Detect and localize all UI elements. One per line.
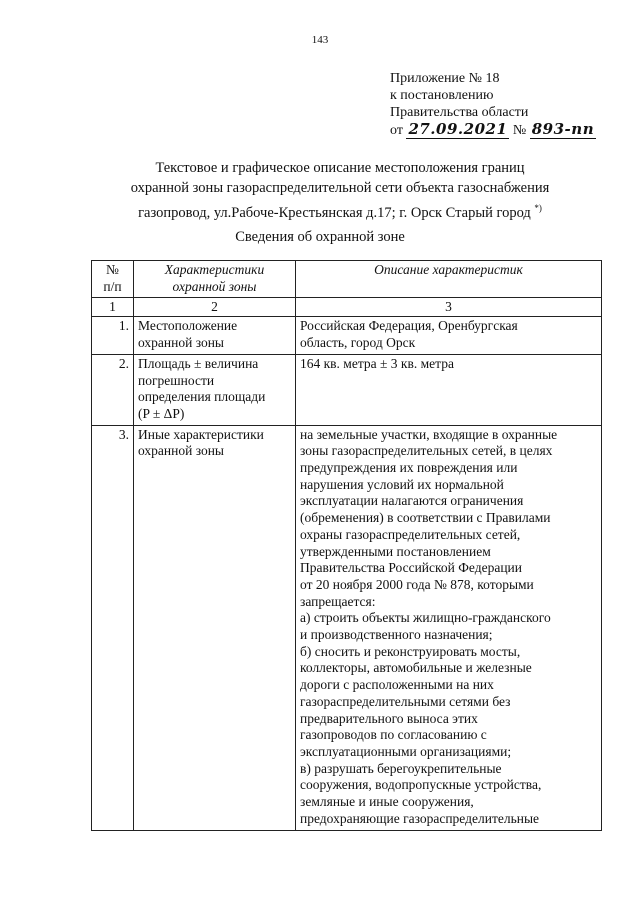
title-line-1: Текстовое и графическое описание местоположения границ — [155, 160, 525, 176]
title-line-3 — [40, 198, 640, 223]
description-line: нарушения условий их нормальной — [300, 476, 504, 492]
description-line: а) строить объекты жилищно-гражданского — [300, 610, 551, 626]
header-description — [296, 261, 602, 298]
description-line: газораспределительными сетями без — [300, 693, 511, 709]
description-line: земляные и иные сооружения, — [300, 794, 474, 810]
description-line: предупреждения их повреждения или — [300, 460, 518, 476]
header-description-text: Описание характеристик — [374, 262, 523, 277]
row-characteristic — [134, 317, 296, 354]
appendix-line-1: Приложение № 18 — [390, 71, 500, 86]
description-line: зоны газораспределительных сетей, в целях — [300, 443, 553, 459]
protection-zone-table — [91, 260, 602, 831]
characteristic-line: охранной зоны — [138, 443, 225, 459]
column-number-3: 3 — [296, 298, 602, 317]
description-line: Правительства Российской Федерации — [300, 560, 522, 576]
title-line-3-text: газопровод, ул.Рабоче-Крестьянская д.17; г. Орск Старый город — [138, 204, 531, 221]
description-line: коллекторы, автомобильные и железные — [300, 660, 532, 676]
header-characteristic-line-1: Характеристики — [164, 262, 265, 277]
characteristic-line: (P ± ΔP) — [138, 405, 185, 421]
description-line: б) сносить и реконструировать мосты, — [300, 643, 521, 659]
description-line: утвержденными постановлением — [300, 543, 491, 559]
handwritten-number: 893-пп — [531, 120, 595, 138]
description-line: дороги с расположенными на них — [300, 677, 494, 693]
row-description — [296, 317, 602, 354]
column-number-2: 2 — [134, 298, 296, 317]
table-row — [92, 317, 602, 354]
footnote-mark: *) — [534, 203, 542, 213]
description-line: эксплуатации налагаются ограничения — [300, 493, 524, 509]
description-line: и производственного назначения; — [300, 627, 493, 643]
description-line: на земельные участки, входящие в охранные — [300, 426, 558, 442]
row-description — [296, 425, 602, 830]
column-number-row — [92, 298, 602, 317]
header-characteristic — [134, 261, 296, 298]
header-num — [92, 261, 134, 298]
table-row — [92, 354, 602, 425]
description-line: охраны газораспределительных сетей, — [300, 526, 521, 542]
description-line: в) разрушать берегоукрепительные — [300, 760, 502, 776]
row-number: 3. — [92, 425, 134, 830]
description-line: Российская Федерация, Оренбургская — [300, 318, 518, 334]
row-number: 2. — [92, 354, 134, 425]
row-characteristic — [134, 354, 296, 425]
characteristic-line: Площадь ± величина — [138, 355, 259, 371]
header-row — [92, 261, 602, 298]
date-prefix: от — [390, 123, 403, 138]
appendix-block — [390, 70, 596, 139]
description-line: газопроводов по согласованию с — [300, 727, 487, 743]
row-number: 1. — [92, 317, 134, 354]
description-line: 164 кв. метра ± 3 кв. метра — [300, 355, 454, 371]
header-num-line-2: п/п — [103, 278, 122, 294]
description-line: запрещается: — [300, 593, 376, 609]
title-line-2: охранной зоны газораспределительной сети объекта газоснабжения — [130, 180, 550, 196]
description-line: предохраняющие газораспределительные — [300, 810, 540, 826]
handwritten-date: 27.09.2021 — [408, 120, 508, 138]
characteristic-line: Местоположение — [138, 318, 238, 334]
number-prefix: № — [512, 123, 527, 138]
column-number-1: 1 — [92, 298, 134, 317]
description-line: область, город Орск — [300, 335, 416, 351]
row-description — [296, 354, 602, 425]
table-row — [92, 425, 602, 830]
appendix-line-2: к постановлению — [390, 88, 494, 103]
description-line: от 20 ноября 2000 года № 878, которыми — [300, 576, 534, 592]
characteristic-line: погрешности — [138, 372, 215, 388]
characteristic-line: охранной зоны — [138, 335, 225, 351]
document-title — [40, 158, 640, 223]
section-title: Сведения об охранной зоне — [235, 229, 405, 245]
page-number: 143 — [311, 34, 329, 46]
row-characteristic — [134, 425, 296, 830]
description-line: эксплуатационными организациями; — [300, 743, 512, 759]
header-characteristic-line-2: охранной зоны — [172, 278, 257, 294]
characteristic-line: определения площади — [138, 389, 266, 405]
description-line: (обременения) в соответствии с Правилами — [300, 510, 551, 526]
appendix-line-3: Правительства области — [390, 105, 529, 120]
description-line: сооружения, водопропускные устройства, — [300, 777, 542, 793]
appendix-date-line — [390, 121, 596, 139]
description-line: предварительного выноса этих — [300, 710, 478, 726]
header-num-line-1: № — [106, 262, 119, 277]
characteristic-line: Иные характеристики — [138, 426, 264, 442]
